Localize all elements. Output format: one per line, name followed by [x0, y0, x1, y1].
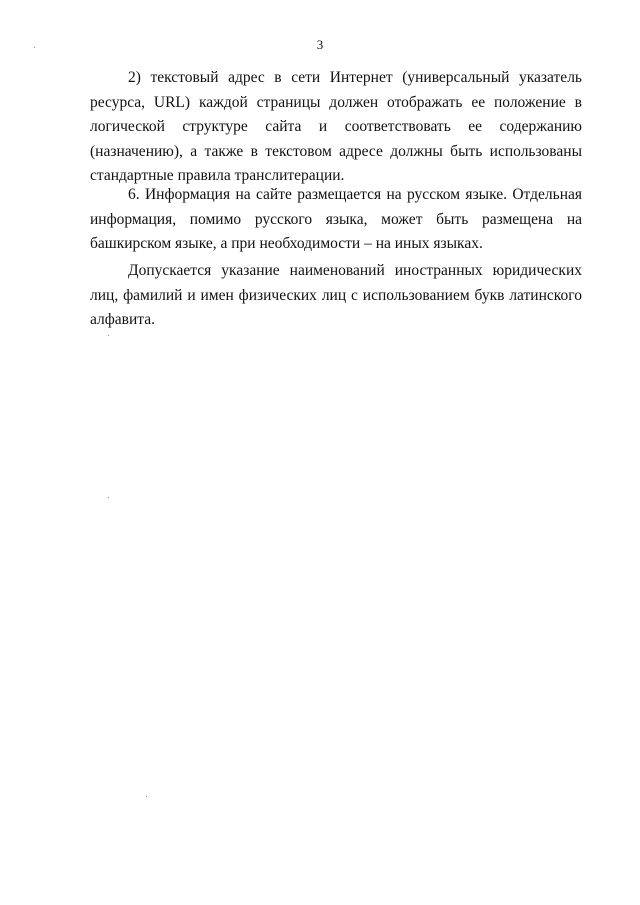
page-number: 3	[316, 37, 324, 52]
scan-speck	[146, 796, 147, 797]
scan-speck	[34, 47, 35, 48]
paragraph-text: Допускается указание наименований иностранных юридических лиц, фамилий и имен физических лиц с использованием букв латинского алфавита.	[90, 262, 582, 328]
scan-speck	[108, 335, 109, 336]
paragraph-latin-alphabet	[90, 259, 582, 333]
paragraph-text: 2) текстовый адрес в сети Интернет (универсальный указатель ресурса, URL) каждой страницы должен отображать ее положение в логической структуре сайта и соответствовать ее содержанию (назначению), а также в текстовом адресе должны быть использованы стандартные правила транслитерации.	[90, 69, 582, 184]
paragraph-text: 6. Информация на сайте размещается на русском языке. Отдельная информация, помимо русского языка, может быть размещена на башкирском языке, а при необходимости – на иных языках.	[90, 186, 582, 252]
paragraph-url-requirements	[90, 66, 582, 189]
scan-speck	[108, 497, 109, 498]
paragraph-site-language	[90, 183, 582, 257]
